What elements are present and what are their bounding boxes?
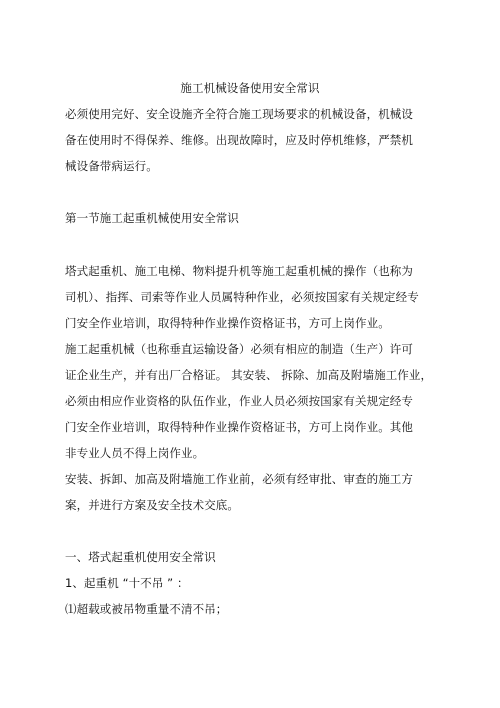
para2-line-3: 必须由相应作业资格的队伍作业，作业人员必须按国家有关规定经专: [65, 394, 413, 408]
para3-line-2: 案，并进行方案及安全技术交底。: [65, 498, 239, 512]
para2-line-5: 非专业人员不得上岗作业。: [65, 446, 205, 460]
document-title: 施工机械设备使用安全常识: [180, 81, 320, 95]
para2-line-4: 门安全作业培训，取得特种作业操作资格证书，方可上岗作业。其他: [65, 420, 413, 434]
list-item-1: 1、起重机 “十不吊 ” ：: [65, 576, 189, 590]
para2-line-2: 证企业生产，并有出厂合格证。 其安装、 拆除、加高及附墙施工作业，: [65, 368, 433, 382]
intro-line-3: 械设备带病运行。: [65, 159, 158, 173]
para1-line-2: 司机）、指挥、司索等作业人员属特种作业，必须按国家有关规定经专: [65, 290, 419, 304]
intro-line-1: 必须使用完好、安全设施齐全符合施工现场要求的机械设备，机械设: [65, 107, 413, 121]
intro-line-2: 备在使用时不得保养、维修。出现故障时，应及时停机维修，严禁机: [65, 133, 413, 147]
para2-line-1: 施工起重机械（也称垂直运输设备）必须有相应的制造（生产）许可: [65, 342, 413, 356]
section-heading: 第一节施工起重机械使用安全常识: [65, 211, 239, 225]
subsection-heading: 一、塔式起重机使用安全常识: [65, 550, 216, 564]
list-subitem-1: ⑴超载或被吊物重量不清不吊；: [65, 602, 228, 616]
para1-line-3: 门安全作业培训，取得特种作业操作资格证书，方可上岗作业。: [65, 316, 390, 330]
para3-line-1: 安装、拆卸、加高及附墙施工作业前，必须有经审批、审查的施工方: [65, 472, 413, 486]
para1-line-1: 塔式起重机、施工电梯、物料提升机等施工起重机械的操作（也称为: [65, 264, 413, 278]
